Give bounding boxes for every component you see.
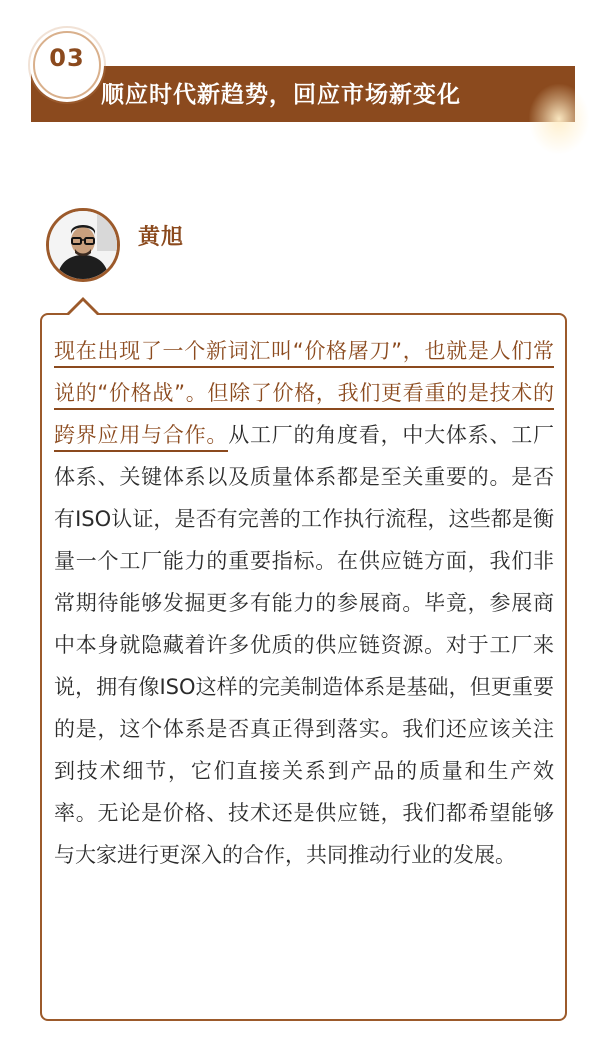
quote-body: 从工厂的角度看，中大体系、工厂体系、关键体系以及质量体系都是至关重要的。是否有ISO认证，是否有完善的工作执行流程，这些都是衡量一个工厂能力的重要指标。在供应链方面，我们非常期待能够发掘更多有能力的参展商。毕竟，参展商中本身就隐藏着许多优质的供应链资源。对于工厂来说，拥有像ISO这样的完美制造体系是基础，但更重要的是，这个体系是否真正得到落实。我们还应该关注到技术细节，它们直接关系到产品的质量和生产效率。无论是价格、技术还是供应链，我们都希望能够与大家进行更深入的合作，共同推动行业的发展。 bbox=[54, 423, 555, 867]
quote-text bbox=[54, 330, 554, 876]
banner-glow bbox=[529, 84, 589, 154]
speech-pointer-fill bbox=[69, 301, 97, 315]
section-title: 顺应时代新趋势，回应市场新变化 bbox=[101, 82, 461, 108]
quote-highlight: 现在出现了一个新词汇叫“价格屠刀”，也就是人们常说的“价格战”。但除了价格，我们更看重的是技术的跨界应用与合作。 bbox=[54, 339, 554, 452]
avatar bbox=[46, 208, 120, 282]
speaker-name: 黄旭 bbox=[138, 225, 185, 250]
section-number: 03 bbox=[49, 44, 85, 72]
avatar-photo bbox=[49, 211, 117, 279]
